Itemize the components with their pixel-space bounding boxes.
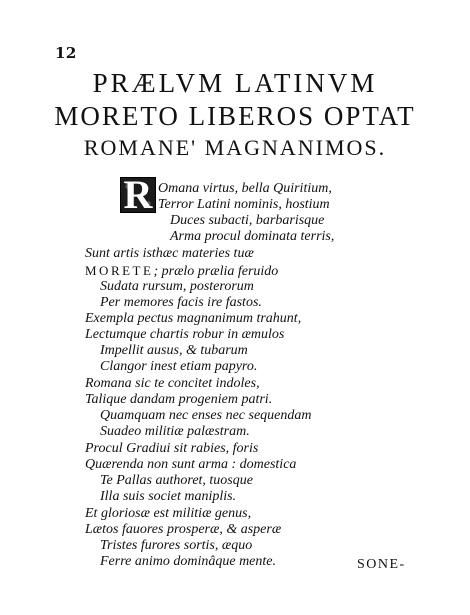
- title-line-2: MORETO LIBEROS OPTAT: [54, 101, 416, 131]
- poem-line: Omana virtus, bella Quiritium,: [158, 181, 332, 196]
- poem-line: Duces subacti, barbarisque: [170, 213, 325, 228]
- poem-line: Exempla pectus magnanimum trahunt,: [85, 311, 302, 326]
- initial-letter: R: [123, 177, 153, 213]
- poem-line: Lectumque chartis robur in æmulos: [85, 327, 285, 342]
- poem-line: Sunt artis isthæc materies tuæ: [85, 246, 254, 261]
- poem-line: Impellit ausus, & tubarum: [100, 343, 248, 358]
- poem-line: Terror Latini nominis, hostium: [158, 197, 330, 212]
- catchword: SONE-: [357, 557, 406, 572]
- title-line-3: ROMANE' MAGNANIMOS.: [83, 135, 387, 160]
- decorated-initial: [120, 177, 156, 213]
- poem-line: Ferre animo dominâque mente.: [100, 554, 276, 569]
- moretus-name: MORETE: [85, 263, 154, 278]
- title-line-1: PRÆLVM LATINVM: [92, 68, 378, 98]
- poem-line: Romana sic te concitet indoles,: [85, 376, 260, 391]
- poem-line: Procul Gradiui sit rabies, foris: [85, 441, 259, 456]
- page-number: 12: [55, 44, 77, 62]
- poem-line: Illa suis societ maniplis.: [100, 489, 237, 504]
- poem-line-rest: ; prælo prælia feruido: [153, 264, 279, 279]
- poem-line: Et gloriosæ est militiæ genus,: [85, 506, 252, 521]
- poem-line: Sudata rursum, posterorum: [100, 279, 254, 294]
- poem-line: Quærenda non sunt arma : domestica: [85, 457, 297, 472]
- poem-line: Quamquam nec enses nec sequendam: [100, 408, 312, 423]
- poem-line: Arma procul dominata terris,: [170, 229, 335, 244]
- poem-line: Te Pallas authoret, tuosque: [100, 473, 253, 488]
- poem-line: Suadeo militiæ palæstram.: [100, 424, 250, 439]
- poem-line: Clangor inest etiam papyro.: [100, 359, 258, 374]
- poem-line: Talique dandam progeniem patri.: [85, 392, 273, 407]
- poem-line: Lætos fauores prosperæ, & asperæ: [85, 522, 282, 537]
- poem-line-moretus: [85, 263, 278, 280]
- poem-line: Tristes furores sortis, æquo: [100, 538, 253, 553]
- poem-line: Per memores facis ire fastos.: [100, 295, 262, 310]
